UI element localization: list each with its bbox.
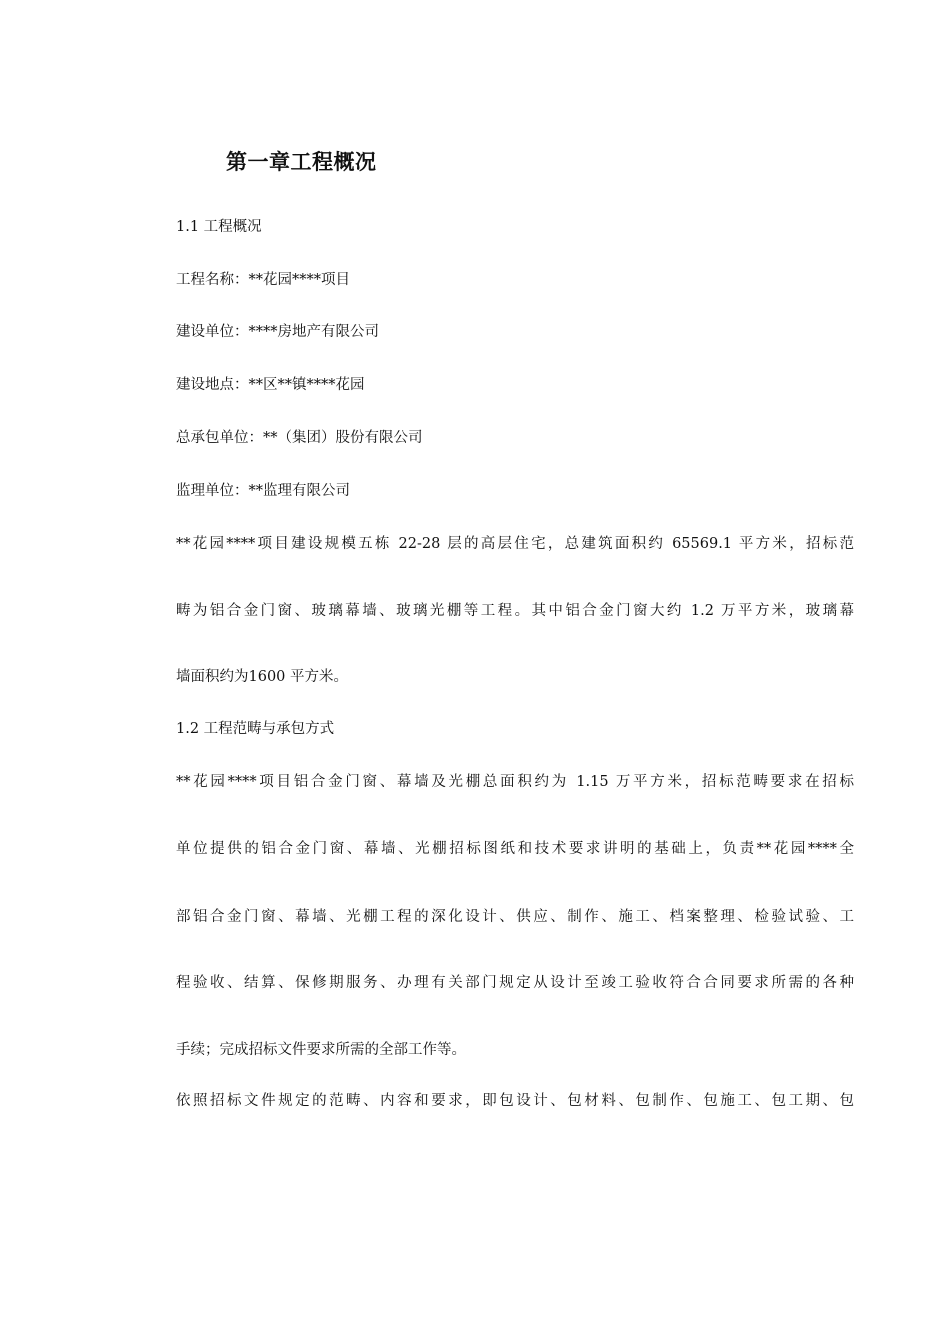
overview-paragraph-line-2: 畴为铝合金门窗、玻璃幕墙、玻璃光棚等工程。其中铝合金门窗大约 1.2 万平方米，玻璃幕	[176, 603, 854, 619]
overview-paragraph-line-3: 墙面积约为1600 平方米。	[176, 669, 349, 685]
chapter-title: 第一章工程概况	[226, 150, 377, 174]
developer-line: 建设单位：****房地产有限公司	[176, 324, 379, 340]
scope-paragraph-line-4: 程验收、结算、保修期服务、办理有关部门规定从设计至竣工验收符合合同要求所需的各种	[176, 975, 854, 991]
scope-paragraph-line-5: 手续；完成招标文件要求所需的全部工作等。	[176, 1042, 466, 1058]
scope-paragraph-line-1: **花园****项目铝合金门窗、幕墙及光棚总面积约为 1.15 万平方米，招标范畴要求在招标	[176, 774, 854, 790]
contractor-line: 总承包单位：**（集团）股份有限公司	[176, 430, 423, 446]
contract-paragraph-line-1: 依照招标文件规定的范畴、内容和要求，即包设计、包材料、包制作、包施工、包工期、包	[176, 1093, 854, 1109]
supervisor-line: 监理单位：**监理有限公司	[176, 483, 350, 499]
scope-paragraph-line-2: 单位提供的铝合金门窗、幕墙、光棚招标图纸和技术要求讲明的基础上，负责**花园****全	[176, 841, 854, 857]
project-name-line: 工程名称：**花园****项目	[176, 272, 350, 288]
scope-paragraph-line-3: 部铝合金门窗、幕墙、光棚工程的深化设计、供应、制作、施工、档案整理、检验试验、工	[176, 909, 854, 925]
location-line: 建设地点：**区**镇****花园	[176, 377, 365, 393]
section-1-2-heading: 1.2 工程范畴与承包方式	[176, 721, 335, 737]
section-1-1-heading: 1.1 工程概况	[176, 219, 262, 235]
overview-paragraph-line-1: **花园****项目建设规模五栋 22-28 层的高层住宅，总建筑面积约 65569.1 平方米，招标范	[176, 536, 854, 552]
